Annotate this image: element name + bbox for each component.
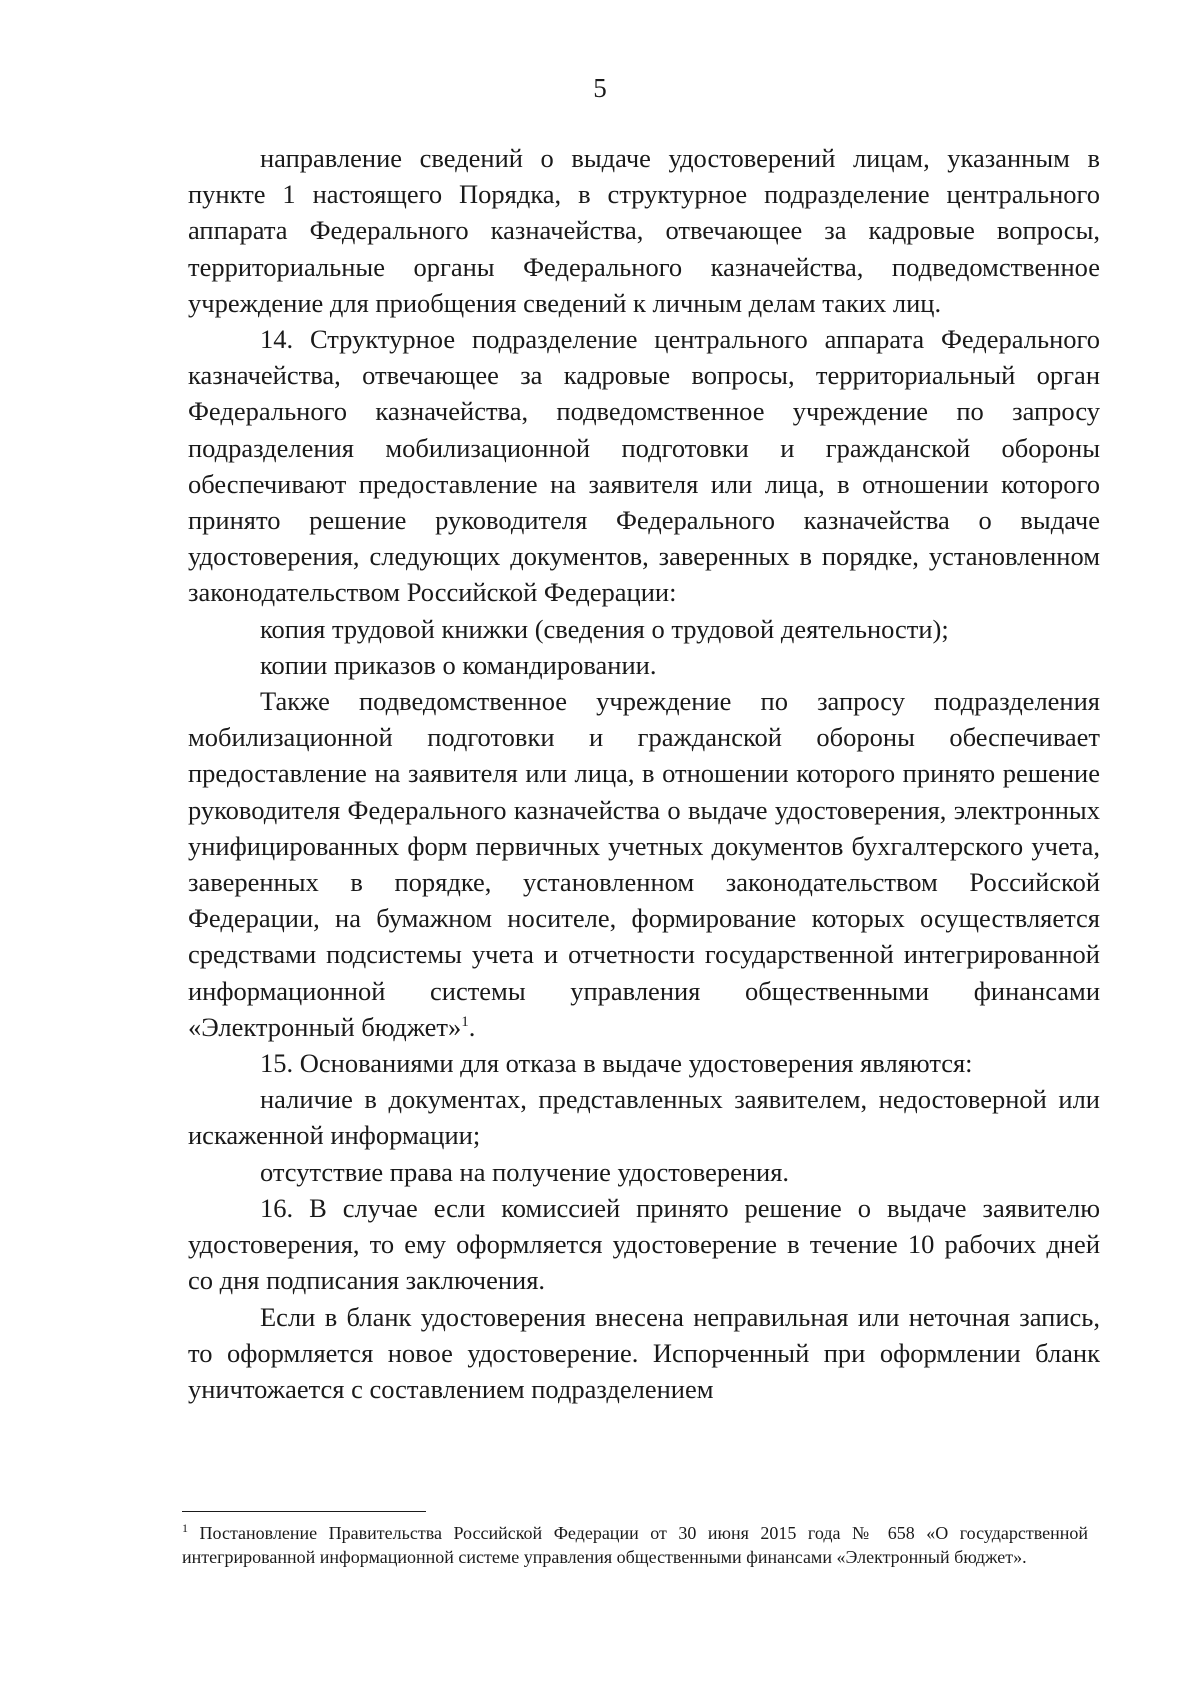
paragraph-14-also-tail: . — [468, 1011, 476, 1042]
paragraph-16: 16. В случае если комиссией принято решение о выдаче заявителю удостоверения, то ему оформляется удостоверение в течение 10 рабочих дней со дня подписания заключения. — [188, 1192, 1100, 1296]
paragraph-14-also — [188, 683, 1100, 1045]
footnote-divider — [182, 1511, 426, 1512]
paragraph-15-item-2: отсутствие права на получение удостоверения. — [260, 1156, 790, 1187]
paragraph-14: 14. Структурное подразделение центрального аппарата Федерального казначейства, отвечающее за кадровые вопросы, территориальный орган Федерального казначейства, подведомственное учреждение по запросу подразделения мобилизационной подготовки и гражданской обороны обеспечивают предоставление на заявителя или лица, в отношении которого принято решение руководителя Федерального казначейства о выдаче удостоверения, следующих документов, заверенных в порядке, установленном законодательством Российской Федерации: — [188, 324, 1100, 608]
paragraph-15: 15. Основаниями для отказа в выдаче удостоверения являются: — [260, 1048, 973, 1079]
paragraph-16-error: Если в бланк удостоверения внесена неправильная или неточная запись, то оформляется новое удостоверение. Испорченный при оформлении бланк уничтожается с составлением подразделением — [188, 1301, 1100, 1404]
footnote-marker: 1 — [182, 1521, 188, 1535]
footnote-text: Постановление Правительства Российской Федерации от 30 июня 2015 года № 658 «О государственной интегрированной информационной системе управления общественными финансами «Электронный бюджет». — [182, 1523, 1089, 1567]
document-body — [188, 140, 1100, 1407]
footnote — [182, 1522, 1088, 1569]
footnote-reference[interactable]: 1 — [461, 1014, 469, 1031]
page-number: 5 — [593, 73, 607, 103]
paragraph-14-also-text: Также подведомственное учреждение по запросу подразделения мобилизационной подготовки и гражданской обороны обеспечивает предоставление на заявителя или лица, в отношении которого принято решение руководителя Федерального казначейства о выдаче удостоверения, электронных унифицированных форм первичных учетных документов бухгалтерского учета, заверенных в порядке, установленном законодательством Российской Федерации, на бумажном носителе, формирование которых осуществляется средствами подсистемы учета и отчетности государственной интегрированной информационной системы управления общественными финансами «Электронный бюджет» — [188, 686, 1100, 1042]
paragraph-continuation: направление сведений о выдаче удостоверений лицам, указанным в пункте 1 настоящего Порядка, в структурное подразделение центрального аппарата Федерального казначейства, отвечающее за кадровые вопросы, территориальные органы Федерального казначейства, подведомственное учреждение для приобщения сведений к личным делам таких лиц. — [188, 143, 1100, 318]
paragraph-14-item-1: копия трудовой книжки (сведения о трудовой деятельности); — [260, 613, 949, 644]
paragraph-14-item-2: копии приказов о командировании. — [260, 649, 657, 680]
paragraph-15-item-1: наличие в документах, представленных заявителем, недостоверной или искаженной информации; — [188, 1084, 1100, 1151]
